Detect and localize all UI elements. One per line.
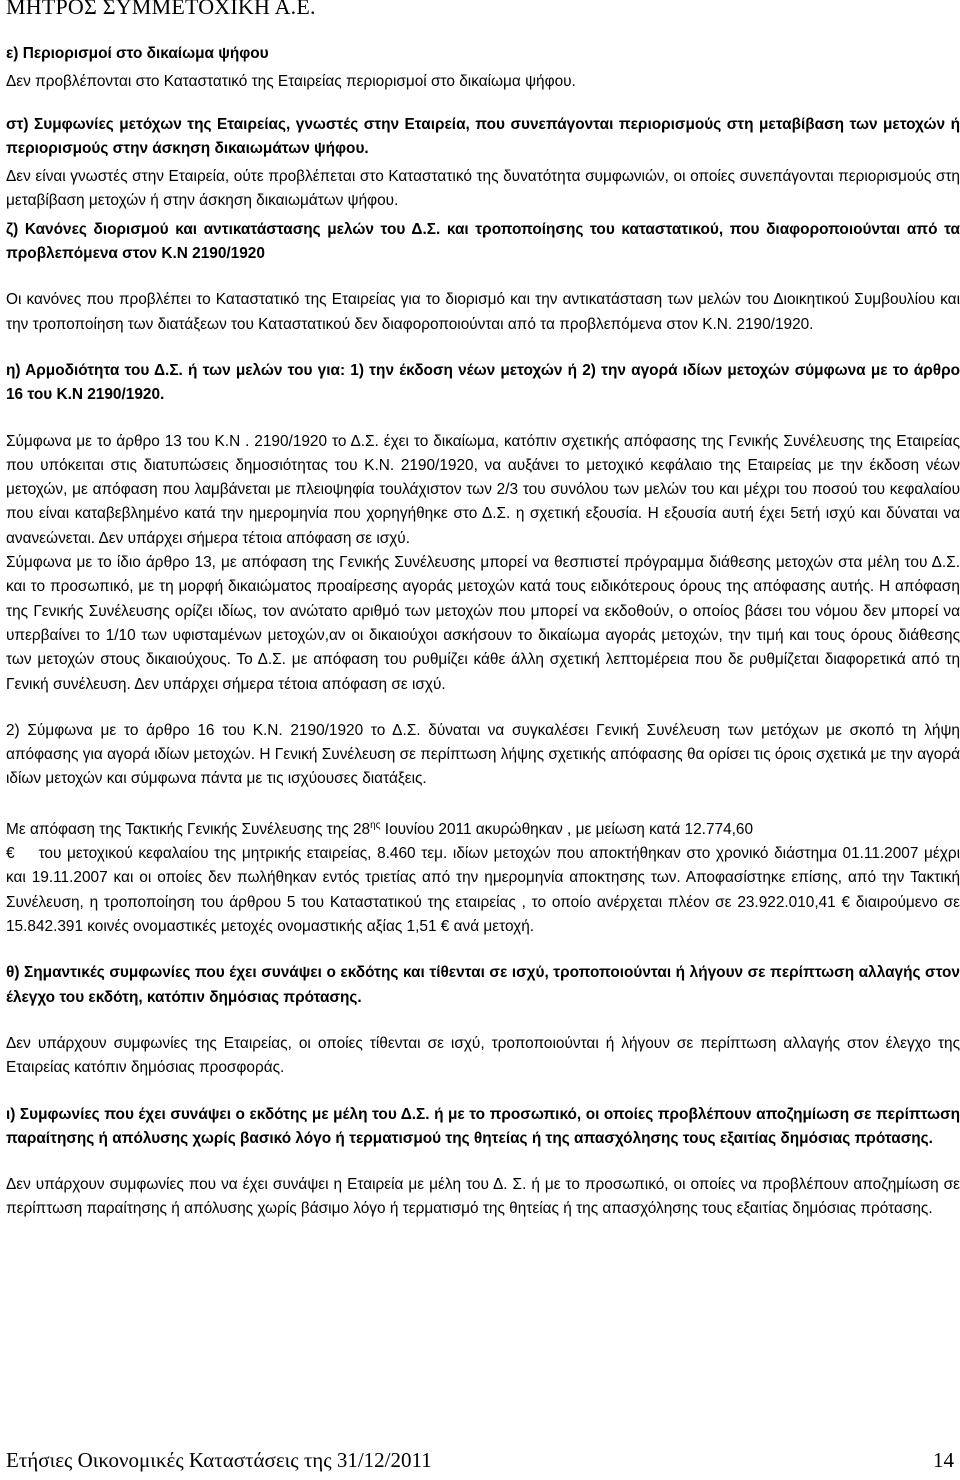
section-eta-text-1: Σύμφωνα με το άρθρο 13 του Κ.Ν . 2190/1920 το Δ.Σ. έχει το δικαίωμα, κατόπιν σχετικής απόφασης της Γενικής Συνέλευσης της Εταιρείας που υπόκειται στις διατυπώσεις δημοσιότητας του Κ.Ν. 2190/1920, να αυξάνει το μετοχικό κεφάλαιο της Εταιρείας με την έκδοση νέων μετοχών, με απόφαση που λαμβάνεται με πλειοψηφία τουλάχιστον των 2/3 του συνόλου των μελών του και μέχρι του ποσού του κεφαλαίου που είναι καταβεβλημένο κατά την ημερομηνία που χορηγήθηκε στο Δ.Σ. η σχετική εξουσία. Η εξουσία αυτή έχει 5ετή ισχύ και δύναται να ανανεώνεται. Δεν υπάρχει σήμερα τέτοια απόφαση σε ισχύ. <box>6 432 960 547</box>
section-theta-heading: θ) Σημαντικές συμφωνίες που έχει συνάψει ο εκδότης και τίθενται σε ισχύ, τροποποιούνται ή λήγουν σε περίπτωση αλλαγής στον έλεγχο του εκδότη, κατόπιν δημόσιας πρότασης. <box>6 964 960 1006</box>
section-theta-text: Δεν υπάρχουν συμφωνίες της Εταιρείας, οι οποίες τίθενται σε ισχύ, τροποποιούνται ή λήγουν σε περίπτωση αλλαγής στον έλεγχο της Εταιρείας κατόπιν δημόσιας προσφοράς. <box>6 1034 960 1077</box>
footer-document-title: Ετήσιες Οικονομικές Καταστάσεις της 31/12/2011 <box>6 1448 432 1472</box>
euro-symbol: € <box>6 845 15 863</box>
section-i-heading: ι) Συμφωνίες που έχει συνάψει ο εκδότης με μέλη του Δ.Σ. ή με το προσωπικό, οι οποίες προβλέπουν αποζημίωση σε περίπτωση παραίτησης ή απόλυσης χωρίς βασικό λόγο ή τερματισμού της θητείας ή της απασχόλησης τους εξαιτίας δημόσιας πρότασης. <box>6 1105 960 1147</box>
section-eta-text-2: Σύμφωνα με το ίδιο άρθρο 13, με απόφαση της Γενικής Συνέλευσης μπορεί να θεσπιστεί πρόγραμμα διάθεσης μετοχών στα μέλη του Δ.Σ. και το προσωπικό, με τη μορφή δικαιώματος προαίρεσης αγοράς μετοχών κατά τους ειδικότερους όρους της απόφασης αυτής. Η απόφαση της Γενικής Συνέλευσης ορίζει ιδίως, τον ανώτατο αριθμό των μετοχών που μπορεί να εκδοθούν, ο οποίος βάσει του νόμου δεν μπορεί να υπερβαίνει το 1/10 των υφισταμένων μετοχών,αν οι δικαιούχοι ασκήσουν τo δικαίωμα αγοράς μετοχών, την τιμή και τους όρους διάθεσης των μετοχών στους δικαιούχους. Το Δ.Σ. με απόφαση του ρυθμίζει κάθε άλλη σχετική λεπτομέρεια που δε ρυθμίζεται διαφορετικά από τη Γενική συνέλευση. Δεν υπάρχει σήμερα τέτοια απόφαση σε ισχύ. <box>6 554 960 693</box>
eta-text-4-superscript: ης <box>370 819 381 831</box>
section-eta-text-4 <box>6 814 960 940</box>
section-eta-text-3: 2) Σύμφωνα με το άρθρο 16 του Κ.Ν. 2190/1920 το Δ.Σ. δύναται να συγκαλέσει Γενική Συνέλευση των μετόχων με σκοπό τη λήψη απόφασης για αγορά ιδίων μετοχών. Η Γενική Συνέλευση σε περίπτωση λήψης σχετικής απόφασης θα ορίσει τις όροις σχετικά με την αγορά ιδίων μετοχών και σύμφωνα πάντα με τις ισχύουσες διατάξεις. <box>6 721 960 788</box>
section-e-heading: ε) Περιορισμοί στο δικαίωμα ψήφου <box>6 45 269 62</box>
section-st-text: Δεν είναι γνωστές στην Εταιρεία, ούτε προβλέπεται στο Καταστατικό της δυνατότητα συμφωνιών, οι οποίες συνεπάγονται περιορισμούς στη μεταβίβαση μετοχών ή στην άσκηση δικαιωμάτων ψήφου. <box>6 168 960 210</box>
section-z-heading: ζ) Κανόνες διορισμού και αντικατάστασης μελών του Δ.Σ. και τροποποίησης του καταστατικού, που διαφοροποιούνται από τα προβλεπόμενα στον Κ.Ν 2190/1920 <box>6 220 960 263</box>
section-e-text: Δεν προβλέπονται στο Καταστατικό της Εταιρείας περιορισμοί στο δικαίωμα ψήφου. <box>6 73 576 91</box>
section-i-text: Δεν υπάρχουν συμφωνίες που να έχει συνάψει η Εταιρεία με μέλη του Δ. Σ. ή με το προσωπικό, οι οποίες να προβλέπουν αποζημίωση σε περίπτωση παραίτησης ή απόλυσης χωρίς βάσιμο λόγο ή τερματισμό της θητείας ή της απασχόλησης τους εξαιτίας δημόσιας πρότασης. <box>6 1176 960 1218</box>
page-header-title: ΜΗΤΡΟΣ ΣΥΜΜΕΤΟΧΙΚΗ Α.Ε. <box>6 0 316 19</box>
section-st-heading: στ) Συμφωνίες μετόχων της Εταιρείας, γνωστές στην Εταιρεία, που συνεπάγονται περιορισμούς στη μεταβίβαση των μετοχών ή περιορισμούς στην άσκηση δικαιωμάτων ψήφου. <box>6 115 960 157</box>
section-eta-heading: η) Αρμοδιότητα του Δ.Σ. ή των μελών του για: 1) την έκδοση νέων μετοχών ή 2) την αγορά ιδίων μετοχών σύμφωνα με το άρθρο 16 του Κ.Ν 2190/1920. <box>6 361 960 404</box>
eta-text-4-part-c: του μετοχικού κεφαλαίου της μητρικής εταιρείας, 8.460 τεμ. ιδίων μετοχών που αποκτήθηκαν στο χρονικό διάστημα 01.11.2007 μέχρι και 19.11.2007 και οι οποίες δεν πωλήθηκαν εντός τριετίας από την ημερομηνία αποκτησης των. Αποφασίστηκε επίσης, από την Τακτική Συνέλευση, η τροποποίηση του άρθρου 5 του Καταστατικού της εταιρείας , το οποίο ανέρχεται πλέον σε 23.922.010,41 € διαιρούμενο σε 15.842.391 κοινές ονομαστικές μετοχές ονομαστικής αξίας 1,51 € ανά μετοχή. <box>6 845 960 936</box>
eta-text-4-part-b: Ιουνίου 2011 ακυρώθηκαν , με μείωση κατά 12.774,60 <box>380 820 754 838</box>
section-z-text: Οι κανόνες που προβλέπει το Καταστατικό της Εταιρείας για το διορισμό και την αντικατάσταση των μελών του Διοικητικού Συμβουλίου και την τροποποίηση των διατάξεων του Καταστατικού δεν διαφοροποιούνται από τα προβλεπόμενα στον Κ.Ν. 2190/1920. <box>6 291 960 333</box>
eta-text-4-part-a: Με απόφαση της Τακτικής Γενικής Συνέλευσης της 28 <box>6 820 371 838</box>
document-body <box>6 42 960 1222</box>
footer-page-number: 14 <box>933 1448 954 1472</box>
